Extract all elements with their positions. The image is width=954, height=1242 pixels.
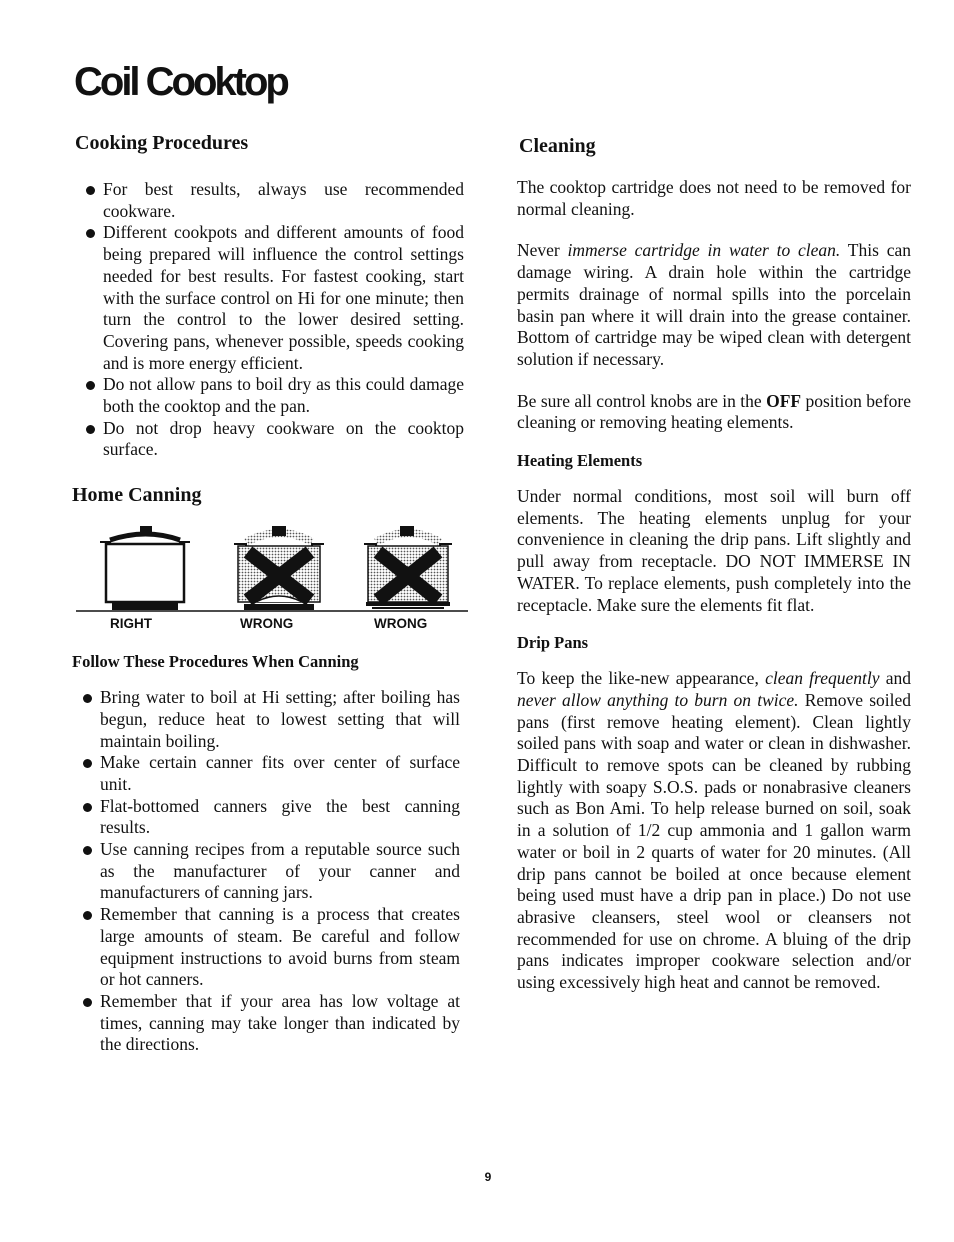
- off-keyword: OFF: [766, 390, 802, 411]
- cleaning-text: Never: [517, 240, 568, 261]
- cleaning-text: This can damage wiring. A drain hole within the cartridge permits drainage of normal spills into the porcelain basin pan where it will drain into the grease container. Bottom of cartridge may be wiped clean with detergent solution if necessary.: [517, 240, 911, 369]
- cleaning-text: The cooktop cartridge does not need to be removed for normal cleaning.: [517, 177, 911, 219]
- canning-procedures-subheading: Follow These Procedures When Canning: [72, 652, 359, 672]
- cleaning-paragraph-2: [517, 240, 911, 370]
- drip-pans-text: and: [879, 668, 911, 689]
- heating-elements-heading: Heating Elements: [517, 451, 643, 471]
- page-number: 9: [484, 1170, 492, 1184]
- cleaning-text: position before cleaning or removing heating elements.: [517, 390, 911, 433]
- left-column: [72, 130, 464, 1056]
- list-item: Make certain canner fits over center of surface unit.: [72, 752, 460, 795]
- home-canning-heading: Home Canning: [72, 484, 202, 507]
- drip-pans-emphasis: clean frequently: [765, 668, 880, 689]
- cleaning-paragraph-3: [517, 391, 911, 434]
- list-item: Remember that canning is a process that creates large amounts of steam. Be careful and follow equipment instructions to avoid burns from steam or hot canners.: [72, 904, 460, 991]
- list-item: Bring water to boil at Hi setting; after boiling has begun, reduce heat to lowest setting that will maintain boiling.: [72, 687, 460, 752]
- figure-label-wrong: WRONG: [240, 616, 294, 632]
- cooking-procedures-heading: Cooking Procedures: [75, 132, 249, 154]
- list-item: Do not allow pans to boil dry as this could damage both the cooktop and the pan.: [75, 374, 464, 417]
- cleaning-heading: Cleaning: [519, 135, 596, 157]
- list-item: Flat-bottomed canners give the best canning results.: [72, 796, 460, 839]
- list-item: Do not drop heavy cookware on the cooktop surface.: [75, 418, 464, 461]
- figure-label-wrong: WRONG: [374, 616, 428, 632]
- wrong-canner-1: [234, 526, 324, 610]
- heating-elements-paragraph: Under normal conditions, most soil will burn off elements. The heating elements unplug for your convenience in cleaning the drip pans. Lift slightly and pull away from receptacle. DO NOT IMMERSE IN WATER. To replace elements, push completely into the receptacle. Make sure the elements fit flat.: [517, 486, 911, 615]
- canning-procedures-list: [72, 687, 460, 1056]
- list-item: For best results, always use recommended cookware.: [75, 179, 464, 222]
- list-item: Remember that if your area has low voltage at times, canning may take longer than indicated by the directions.: [72, 991, 460, 1056]
- canner-figure: [76, 520, 468, 640]
- cleaning-paragraph-1: [517, 177, 911, 220]
- drip-pans-emphasis: never allow anything to burn on twice.: [517, 689, 799, 710]
- list-item: Use canning recipes from a reputable source such as the manufacturer of your canner and manufacturers of canning jars.: [72, 839, 460, 904]
- drip-pans-heading: Drip Pans: [517, 633, 589, 653]
- right-canner: [100, 526, 190, 610]
- drip-pans-paragraph: [517, 668, 911, 994]
- right-column: [517, 133, 911, 994]
- page-title: Coil Cooktop: [74, 60, 287, 104]
- drip-pans-text: Remove soiled pans (first remove heating element). Clean lightly soiled pans with soap and water or clean in dishwasher. Difficult to remove spots can be cleaned by rubbing lightly with soapy S.O.S. pads or nonabrasive cleaners such as Bon Ami. To help release burned on soil, soak in a solution of 1/2 cup ammonia and 1 gallon warm water or boil in 2 quarts of water for 20 minutes. (All drip pans cannot be boiled at once because element being used must have a drip pan in place.) Do not use abrasive cleansers, steel wool or cleansers not recommended for use on chrome. A bluing of the drip pans indicates improper cookware selection and/or using excessively high heat and cannot be removed.: [517, 689, 911, 993]
- drip-pans-text: To keep the like-new appearance,: [517, 668, 766, 689]
- cleaning-text: Be sure all control knobs are in the: [517, 390, 767, 411]
- list-item: Different cookpots and different amounts of food being prepared will influence the control settings needed for best results. For fastest cooking, start with the surface control on Hi for one minute; then turn the control to the lower desired setting. Covering pans, whenever possible, speeds cooking and is more energy efficient.: [75, 222, 464, 374]
- wrong-canner-2: [364, 526, 452, 608]
- cleaning-emphasis: immerse cartridge in water to clean.: [567, 240, 841, 261]
- figure-label-right: RIGHT: [110, 616, 152, 632]
- cooking-procedures-list: [75, 179, 464, 461]
